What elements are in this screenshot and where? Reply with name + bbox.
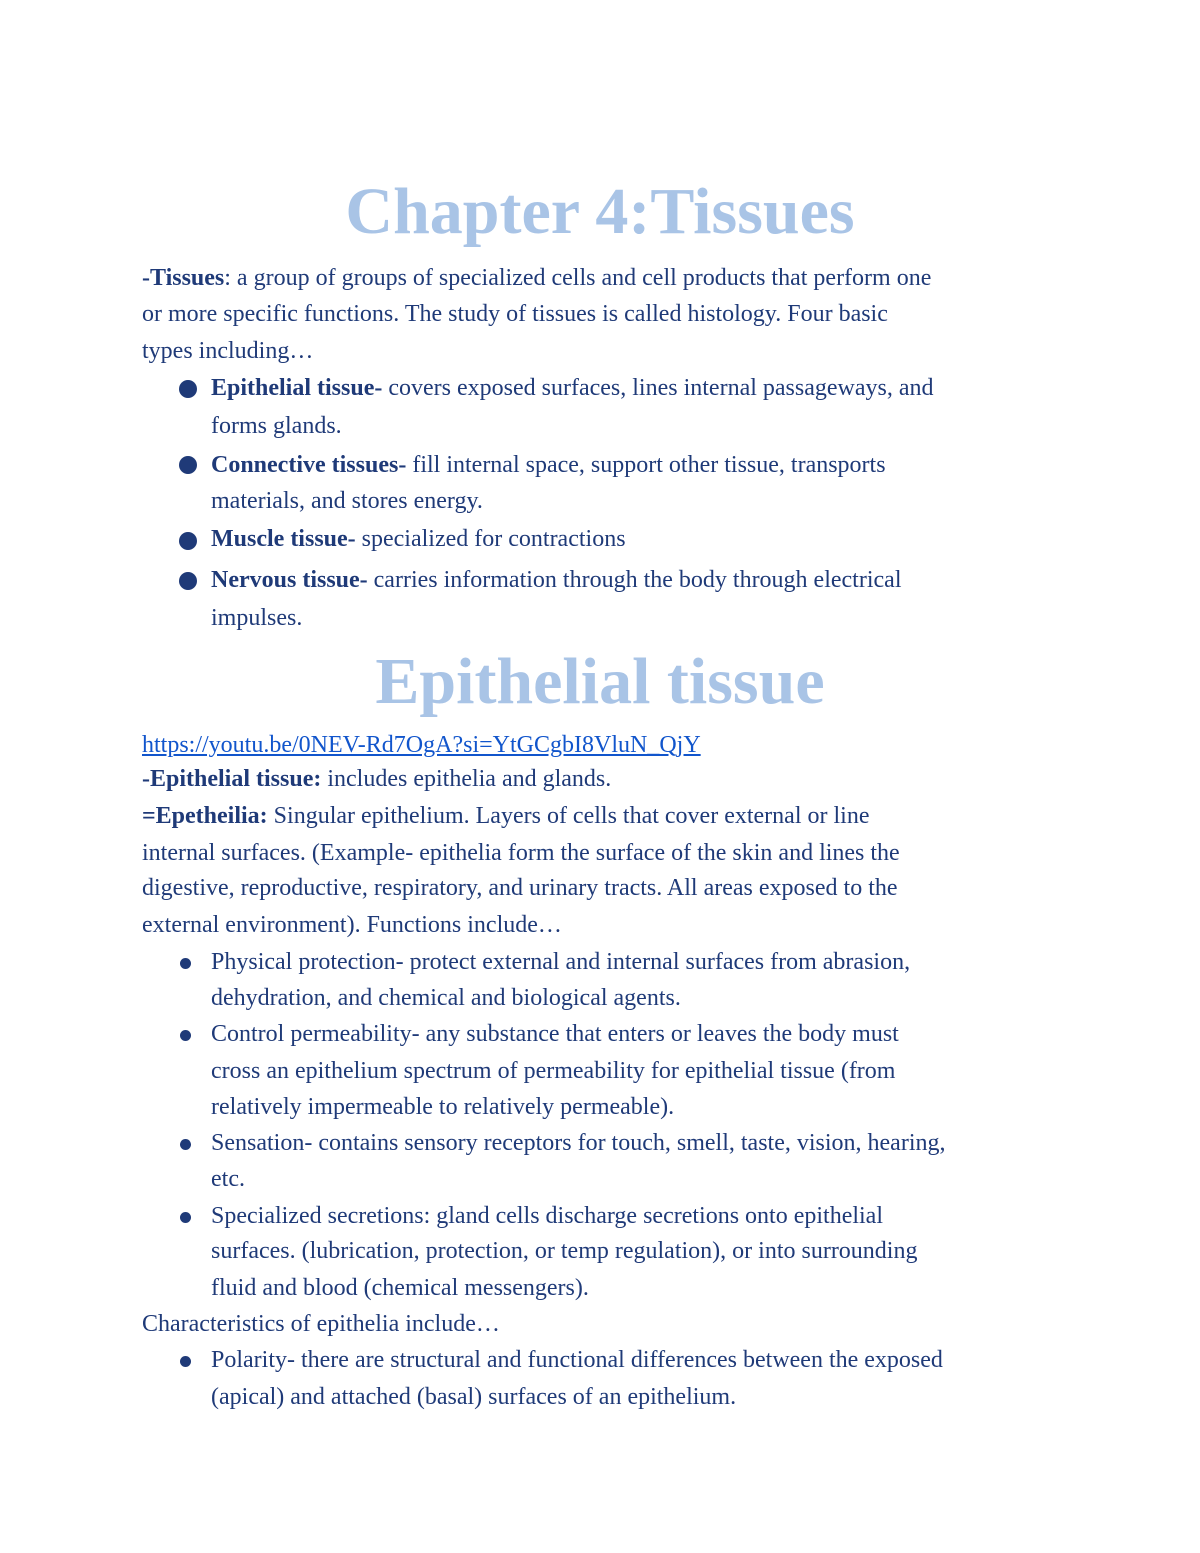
bullet-icon (180, 1212, 191, 1223)
intro-line-2: or more specific functions. The study of tissues is called histology. Four basic (142, 301, 888, 327)
intro-line-3: types including… (142, 338, 314, 364)
characteristic-item-cont: (apical) and attached (basal) surfaces of an epithelium. (211, 1384, 737, 1410)
bullet-icon (179, 572, 197, 590)
chapter-title: Chapter 4:Tissues (345, 175, 855, 248)
function-item-cont: surfaces. (lubrication, protection, or temp regulation), or into surrounding (211, 1238, 918, 1264)
function-item: Physical protection- protect external and internal surfaces from abrasion, (211, 949, 911, 975)
bullet-icon (179, 456, 197, 474)
function-item: Control permeability- any substance that enters or leaves the body must (211, 1021, 899, 1047)
video-link[interactable]: https://youtu.be/0NEV-Rd7OgA?si=YtGCgbI8VluN_QjY (142, 732, 701, 758)
bullet-icon (180, 1139, 191, 1150)
function-item-cont: etc. (211, 1166, 245, 1192)
epithelia-line-3: digestive, reproductive, respiratory, and urinary tracts. All areas exposed to the (142, 875, 898, 901)
function-item-cont: dehydration, and chemical and biological agents. (211, 985, 681, 1011)
bullet-icon (179, 380, 197, 398)
tissue-item-connective-cont: materials, and stores energy. (211, 488, 483, 514)
tissue-item-nervous: Nervous tissue- carries information through the body through electrical (211, 567, 902, 593)
bullet-icon (180, 958, 191, 969)
epithelia-line-1: =Epetheilia: Singular epithelium. Layers of cells that cover external or line (142, 803, 870, 829)
epithelial-tissue-definition: -Epithelial tissue: includes epithelia and glands. (142, 766, 612, 792)
function-item-cont: cross an epithelium spectrum of permeability for epithelial tissue (from (211, 1058, 896, 1084)
epithelia-line-2: internal surfaces. (Example- epithelia form the surface of the skin and lines the (142, 840, 900, 866)
bullet-icon (179, 532, 197, 550)
section-heading-epithelial: Epithelial tissue (375, 645, 825, 718)
epithelia-line-4: external environment). Functions include… (142, 912, 562, 938)
tissue-item-epithelial: Epithelial tissue- covers exposed surfaces, lines internal passageways, and (211, 375, 934, 401)
function-item: Sensation- contains sensory receptors for touch, smell, taste, vision, hearing, (211, 1130, 946, 1156)
intro-line-1: -Tissues: a group of groups of specialized cells and cell products that perform one (142, 265, 932, 291)
tissue-item-nervous-cont: impulses. (211, 605, 303, 631)
characteristics-intro: Characteristics of epithelia include… (142, 1311, 500, 1337)
tissue-item-epithelial-cont: forms glands. (211, 413, 342, 439)
function-item-cont: relatively impermeable to relatively permeable). (211, 1094, 675, 1120)
video-link-line (142, 727, 1072, 763)
characteristic-item: Polarity- there are structural and functional differences between the exposed (211, 1347, 943, 1373)
bullet-icon (180, 1356, 191, 1367)
tissue-item-connective: Connective tissues- fill internal space, support other tissue, transports (211, 452, 886, 478)
bullet-icon (180, 1030, 191, 1041)
intro-term: -Tissues (142, 265, 225, 291)
function-item-cont: fluid and blood (chemical messengers). (211, 1275, 589, 1301)
function-item: Specialized secretions: gland cells discharge secretions onto epithelial (211, 1203, 883, 1229)
tissue-item-muscle: Muscle tissue- specialized for contractions (211, 526, 626, 552)
